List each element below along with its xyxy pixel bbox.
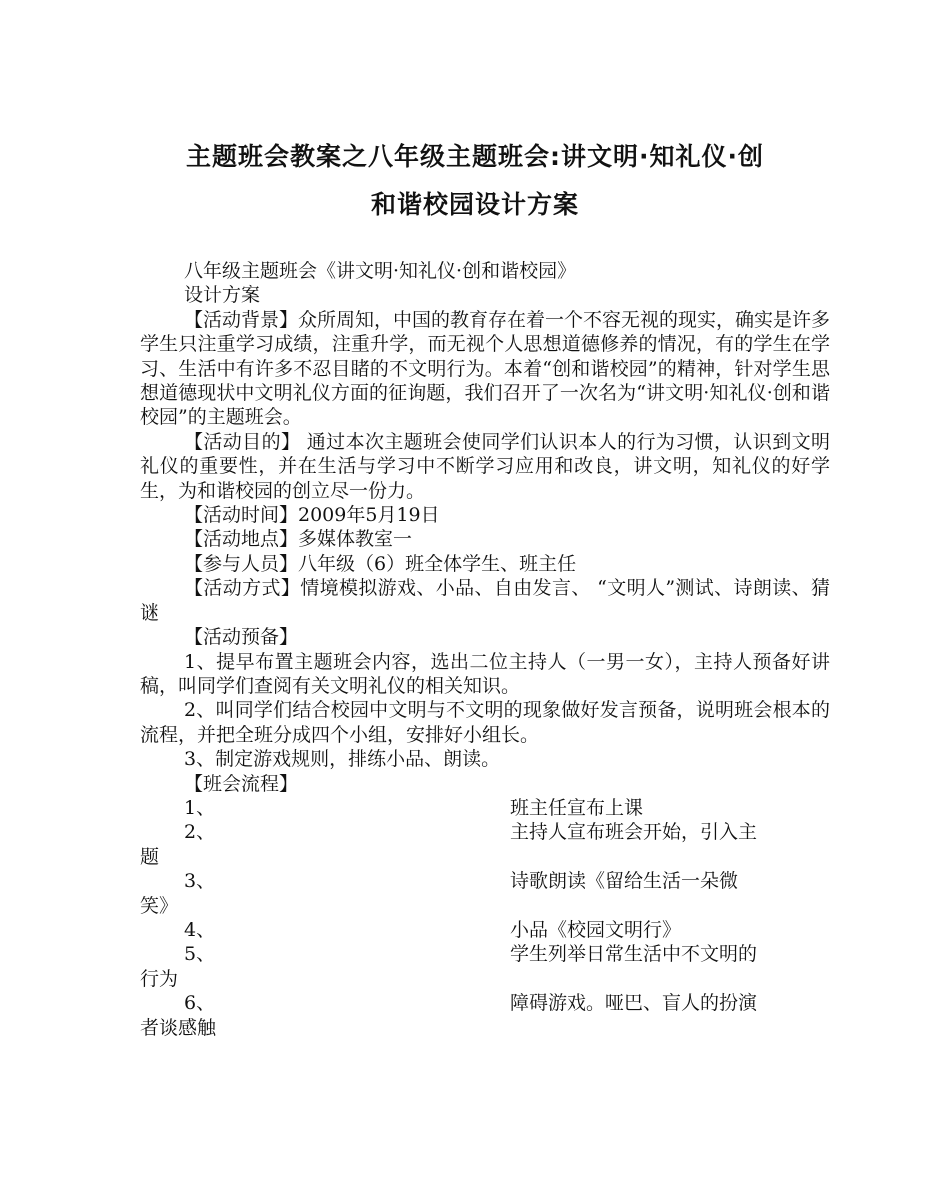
activity-method: 【活动方式】情境模拟游戏、小品、自由发言、 “文明人”测试、诗朗读、猜谜	[140, 577, 830, 624]
flow-item-text: 主持人宣布班会开始，引入主	[510, 821, 758, 844]
flow-item-number: 2、	[184, 821, 216, 844]
flow-item-continuation: 笑》	[140, 894, 179, 917]
flow-item-text: 班主任宣布上课	[510, 796, 644, 819]
flow-item	[140, 796, 830, 820]
preparation-item: 1、提早布置主题班会内容，选出二位主持人（一男一女），主持人预备好讲稿，叫同学们查阅有关文明礼仪的相关知识。	[140, 650, 830, 697]
intro-line-2: 设计方案	[184, 284, 261, 307]
flow-item-number: 5、	[184, 943, 216, 966]
flow-item	[140, 820, 830, 869]
flow-item-number: 3、	[184, 870, 216, 893]
flow-item-number: 1、	[184, 796, 216, 819]
flow-item-text: 学生列举日常生活中不文明的	[510, 943, 758, 966]
document-body	[140, 259, 830, 1040]
flow-item-text: 诗歌朗读《留给生活一朵微	[510, 870, 739, 893]
document-title-line-2: 和谐校园设计方案	[370, 190, 579, 219]
flow-item	[140, 918, 830, 942]
activity-background: 【活动背景】众所周知，中国的教育存在着一个不容无视的现实，确实是许多学生只注重学习成绩，注重升学，而无视个人思想道德修养的情况，有的学生在学习、生活中有许多不忍目睹的不文明行为。本着“创和谐校园”的精神，针对学生思想道德现状中文明礼仪方面的征询题，我们召开了一次名为“讲文明·知礼仪·创和谐校园”的主题班会。	[140, 308, 831, 429]
intro-line-1: 八年级主题班会《讲文明·知礼仪·创和谐校园》	[184, 260, 577, 282]
flow-item-number: 4、	[184, 918, 216, 941]
flow-item-number: 6、	[184, 992, 216, 1015]
preparation-heading: 【活动预备】	[184, 626, 299, 649]
flow-item-text: 小品《校园文明行》	[510, 918, 682, 941]
activity-time: 【活动时间】2009年5月19日	[184, 504, 440, 527]
flow-item-continuation: 行为	[140, 967, 179, 990]
flow-item-text: 障碍游戏。哑巴、盲人的扮演	[510, 992, 758, 1015]
activity-purpose: 【活动目的】 通过本次主题班会使同学们认识本人的行为习惯，认识到文明礼仪的重要性，并在生活与学习中不断学习应用和改良，讲文明，知礼仪的好学生，为和谐校园的创立尽一份力。	[140, 430, 830, 502]
flow-item-continuation: 者谈感触	[140, 1016, 217, 1039]
flow-heading: 【班会流程】	[184, 772, 299, 795]
flow-item	[140, 991, 830, 1040]
activity-participants: 【参与人员】八年级（6）班全体学生、班主任	[184, 552, 577, 575]
flow-item-continuation: 题	[140, 845, 160, 868]
preparation-item: 2、叫同学们结合校园中文明与不文明的现象做好发言预备，说明班会根本的流程，并把全班分成四个小组，安排好小组长。	[140, 699, 830, 746]
document-title-line-1: 主题班会教案之八年级主题班会:讲文明·知礼仪·创	[186, 142, 764, 171]
flow-item	[140, 869, 830, 918]
activity-place: 【活动地点】多媒体教室一	[184, 528, 413, 551]
flow-item	[140, 942, 830, 991]
preparation-item: 3、制定游戏规则，排练小品、朗读。	[184, 748, 501, 771]
